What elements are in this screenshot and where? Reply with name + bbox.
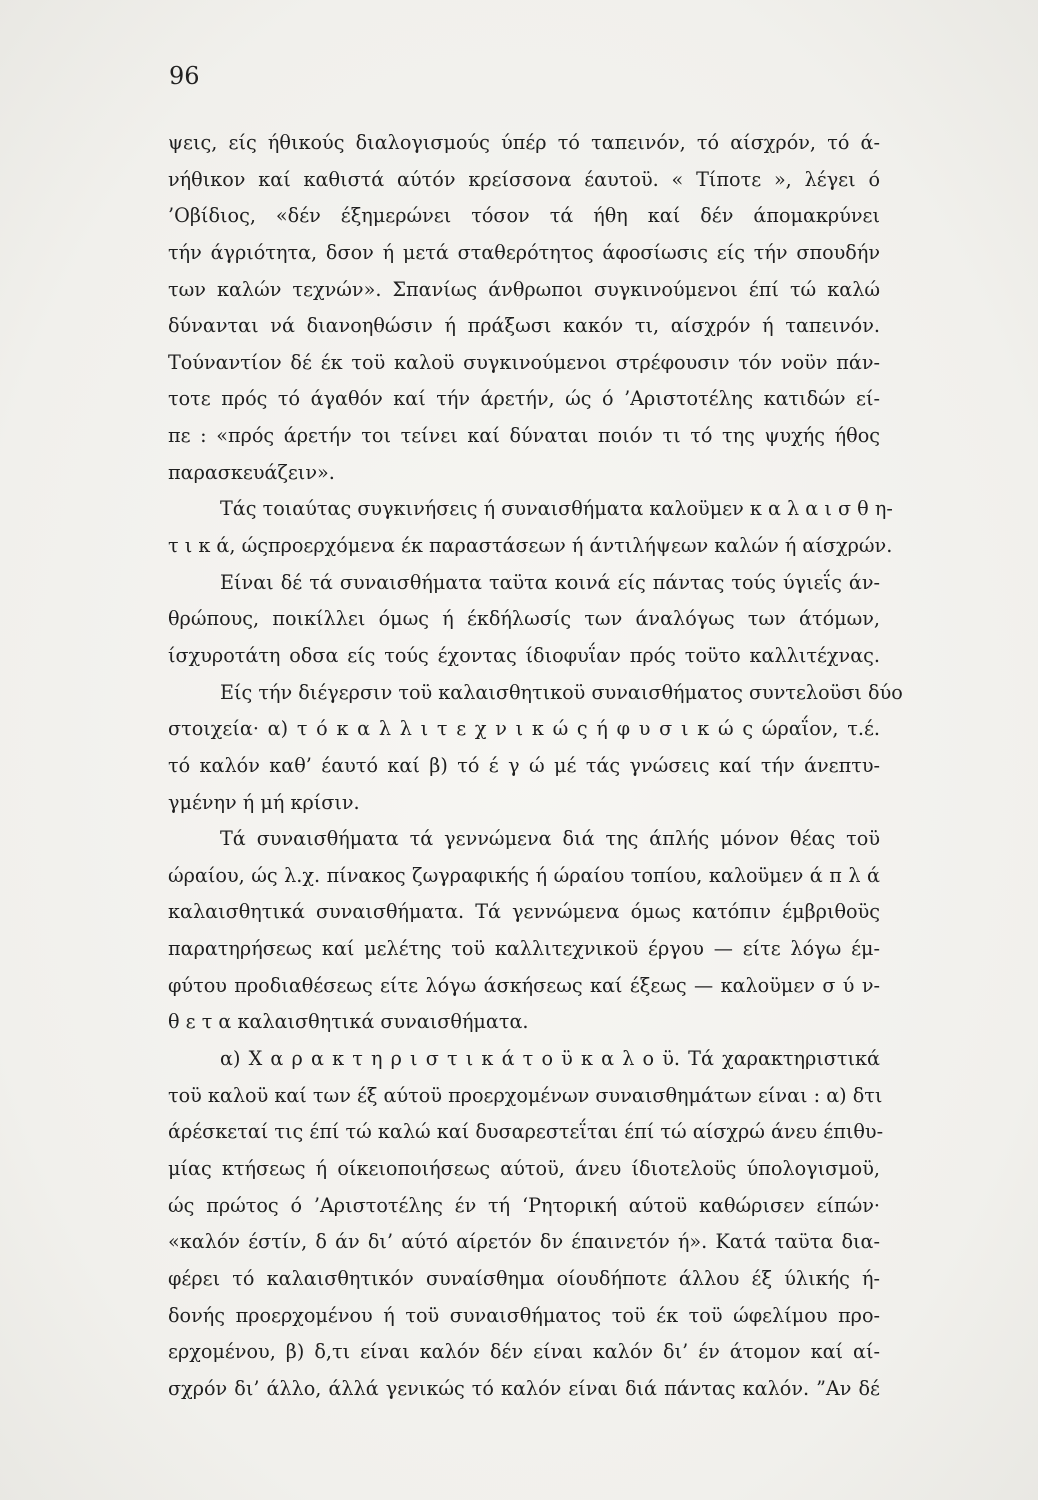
text-line: φύτου προδιαθέσεως είτε λόγω άσκήσεως καί έξεως — καλοϋμεν σ ύ ν- — [168, 973, 880, 997]
text-line: ψεις, είς ήθικούς διαλογισμούς ύπέρ τό ταπεινόν, τό αίσχρόν, τό ά- — [168, 131, 880, 154]
text-line: θ ε τ α καλαισθητικά συναισθήματα. — [168, 1010, 529, 1034]
text-line: δονής προερχομένου ή τοϋ συναισθήματος τοϋ έκ τοϋ ώφελίμου προ- — [168, 1303, 880, 1327]
text-line: Είναι δέ τά συναισθήματα ταϋτα κοινά είς πάντας τούς ύγιεΐς άν- — [220, 570, 880, 594]
text-line: θρώπους, ποικίλλει όμως ή έκδήλωσίς των άναλόγως των άτόμων, — [168, 607, 880, 631]
text-line: τό καλόν καθ’ έαυτό καί β) τό έ γ ώ μέ τάς γνώσεις καί τήν άνεπτυ- — [168, 753, 880, 777]
text-line: σχρόν δι’ άλλο, άλλά γενικώς τό καλόν είναι διά πάντας καλόν. ”Αν δέ — [168, 1376, 880, 1400]
text-line: των καλών τεχνών». Σπανίως άνθρωποι συγκινούμενοι έπί τώ καλώ — [168, 277, 880, 301]
text-line: ώς πρώτος ό ’Αριστοτέλης έν τή ‘Ρητορική αύτοϋ καθώρισεν είπών· — [168, 1193, 880, 1217]
text-line: τοϋ καλοϋ καί των έξ αύτοϋ προερχομένων συναισθημάτων είναι : α) δτι — [168, 1083, 883, 1107]
text-line: ’Οβίδιος, «δέν έξημερώνει τόσον τά ήθη καί δέν άπομακρύνει — [168, 204, 880, 228]
text-line: ίσχυροτάτη οδσα είς τούς έχοντας ίδιοφυΐαν πρός τοϋτο καλλιτέχνας. — [168, 643, 880, 667]
text-line: παρασκευάζειν». — [168, 460, 335, 484]
text-line: δύνανται νά διανοηθώσιν ή πράξωσι κακόν τι, αίσχρόν ή ταπεινόν. — [168, 314, 880, 338]
text-line: Τάς τοιαύτας συγκινήσεις ή συναισθήματα καλοϋμεν κ α λ α ι σ θ η- — [220, 497, 893, 521]
text-line: ώραίου, ώς λ.χ. πίνακος ζωγραφικής ή ώραίου τοπίου, καλοϋμεν ά π λ ά — [168, 863, 880, 887]
text-line: «καλόν έστίν, δ άν δι’ αύτό αίρετόν δν έπαινετόν ή». Κατά ταϋτα δια- — [168, 1230, 880, 1254]
text-line: φέρει τό καλαισθητικόν συναίσθημα οίουδήποτε άλλου έξ ύλικής ή- — [168, 1266, 880, 1290]
page-number: 96 — [169, 62, 200, 90]
text-line: στοιχεία· α) τ ό κ α λ λ ι τ ε χ ν ι κ ώ ς ή φ υ σ ι κ ώ ς ώραΐον, τ.έ. — [168, 717, 880, 741]
text-line: νήθικον καί καθιστά αύτόν κρείσσονα έαυτοϋ. « Τίποτε », λέγει ό — [168, 167, 880, 191]
text-line: Τούναντίον δέ έκ τοϋ καλοϋ συγκινούμενοι στρέφουσιν τόν νοϋν πάν- — [168, 350, 880, 374]
text-line: μίας κτήσεως ή οίκειοποιήσεως αύτοϋ, άνευ ίδιοτελοϋς ύπολογισμοϋ, — [168, 1156, 880, 1180]
text-line: α) Χ α ρ α κ τ η ρ ι σ τ ι κ ά τ ο ϋ κ α λ ο ϋ. Τά χαρακτηριστικά — [220, 1047, 880, 1071]
text-line: καλαισθητικά συναισθήματα. Τά γεννώμενα όμως κατόπιν έμβριθοϋς — [168, 900, 880, 924]
body-text — [168, 125, 903, 1407]
text-line: γμένην ή μή κρίσιν. — [168, 790, 360, 814]
text-line: άρέσκεταί τις έπί τώ καλώ καί δυσαρεστεΐται έπί τώ αίσχρώ άνευ έπιθυ- — [168, 1120, 884, 1144]
text-line: παρατηρήσεως καί μελέτης τοϋ καλλιτεχνικοϋ έργου — είτε λόγω έμ- — [168, 937, 880, 961]
text-line: ερχομένου, β) δ,τι είναι καλόν δέν είναι καλόν δι’ έν άτομον καί αί- — [168, 1340, 880, 1364]
text-line: Τά συναισθήματα τά γεννώμενα διά της άπλής μόνον θέας τοϋ — [220, 827, 880, 851]
text-line: τήν άγριότητα, δσον ή μετά σταθερότητος άφοσίωσις είς τήν σπουδήν — [168, 240, 880, 264]
text-line: πε : «πρός άρετήν τοι τείνει καί δύναται ποιόν τι τό της ψυχής ήθος — [168, 424, 880, 448]
text-line: τ ι κ ά, ώςπροερχόμενα έκ παραστάσεων ή άντιλήψεων καλών ή αίσχρών. — [168, 534, 893, 558]
text-line: Είς τήν διέγερσιν τοϋ καλαισθητικοϋ συναισθήματος συντελοϋσι δύο — [220, 680, 903, 704]
text-line: τοτε πρός τό άγαθόν καί τήν άρετήν, ώς ό ’Αριστοτέλης κατιδών εί- — [168, 387, 880, 411]
